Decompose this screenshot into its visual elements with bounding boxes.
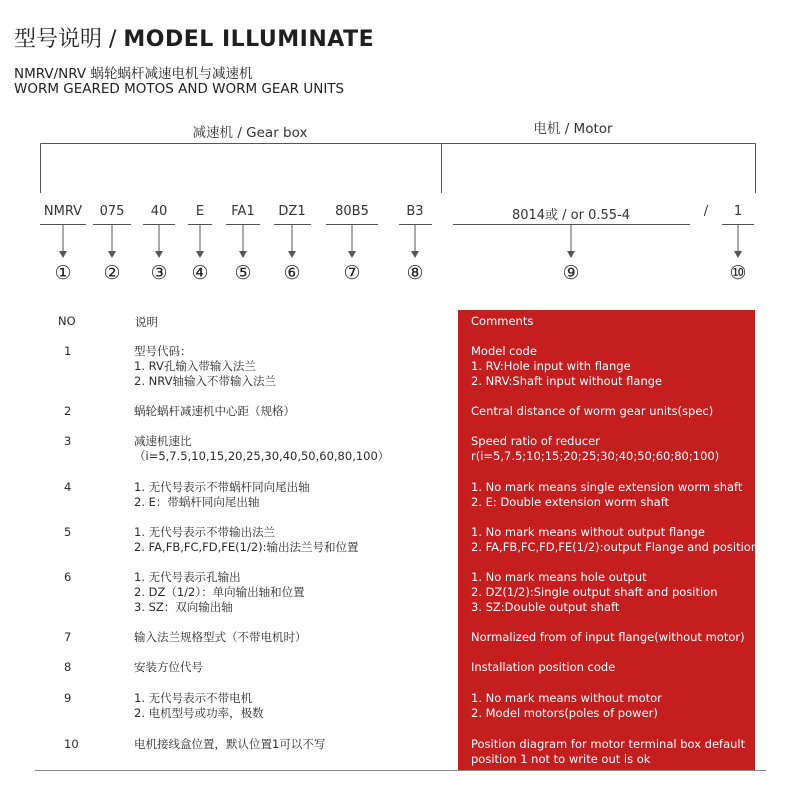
description-line: 减速机速比	[134, 434, 192, 448]
comment-line: 1. No mark means hole output	[471, 570, 647, 584]
comment-line: 1. No mark means without output flange	[471, 525, 705, 539]
marker-8: ⑧	[406, 262, 424, 284]
row-comment-en	[471, 404, 713, 419]
description-line: 2. DZ（1/2）：单向输出轴和位置	[134, 585, 305, 599]
marker-6: ⑥	[283, 262, 301, 284]
code-output: DZ1	[278, 204, 306, 219]
row-comment-en	[471, 660, 615, 675]
row-number: 8	[64, 660, 72, 674]
marker-2: ②	[103, 262, 121, 284]
row-description-cn	[134, 660, 203, 675]
comment-line: 3. SZ:Double output shaft	[471, 600, 620, 614]
description-line: 3. SZ：双向输出轴	[134, 600, 233, 614]
comment-line: Normalized from of input flange(without motor)	[471, 630, 745, 644]
description-line: 1. RV孔输入带输入法兰	[134, 359, 256, 373]
description-line: 安装方位代号	[134, 660, 203, 674]
header-no: NO	[58, 314, 76, 328]
row-number: 1	[64, 344, 72, 358]
row-comment-en	[471, 344, 662, 389]
row-number: 7	[64, 630, 72, 644]
row-comment-en	[471, 525, 758, 555]
title-cn: 型号说明 /	[14, 27, 117, 52]
description-line: 2. FA,FB,FC,FD,FE(1/2):输出法兰号和位置	[134, 540, 359, 554]
row-description-cn	[134, 434, 389, 464]
row-description-cn	[134, 737, 325, 752]
description-line: 1. 无代号表示不带电机	[134, 691, 253, 705]
comment-line: position 1 not to write out is ok	[471, 752, 651, 766]
row-number: 4	[64, 480, 72, 494]
row-number: 6	[64, 570, 72, 584]
subtitle-en: WORM GEARED MOTOS AND WORM GEAR UNITS	[14, 81, 345, 97]
description-line: 输入法兰规格型式（不带电机时）	[134, 630, 307, 644]
row-number: 3	[64, 434, 72, 448]
marker-4: ④	[191, 262, 209, 284]
marker-5: ⑤	[234, 262, 252, 284]
row-number: 2	[64, 404, 72, 418]
row-description-cn	[134, 630, 307, 645]
header-comments: Comments	[471, 314, 534, 328]
row-description-cn	[134, 570, 305, 615]
subtitle-cn: NMRV/NRV 蜗轮蜗杆减速电机与减速机	[14, 66, 253, 82]
description-line: 电机接线盒位置，默认位置1可以不写	[134, 737, 326, 751]
code-input-flange: 80B5	[335, 204, 369, 219]
code-flange: FA1	[231, 204, 255, 219]
comment-line: Model code	[471, 344, 537, 358]
code-size: 075	[99, 204, 125, 219]
description-line: 2. E：带蜗杆同向尾出轴	[134, 495, 260, 509]
description-line: 2. 电机型号或功率，极数	[134, 706, 264, 720]
title-en: MODEL ILLUMINATE	[123, 27, 375, 52]
section-gearbox-label: 减速机 / Gear box	[192, 125, 308, 141]
marker-10: ⑩	[729, 262, 747, 284]
description-line: 1. 无代号表示不带蜗杆同向尾出轴	[134, 480, 310, 494]
comment-line: Position diagram for motor terminal box default	[471, 737, 746, 751]
comment-line: 1. No mark means without motor	[471, 691, 662, 705]
description-line: 1. 无代号表示不带输出法兰	[134, 525, 276, 539]
comment-line: 2. E: Double extension worm shaft	[471, 495, 670, 509]
row-description-cn	[134, 691, 264, 721]
comment-line: 2. FA,FB,FC,FD,FE(1/2):output Flange and position	[471, 540, 759, 554]
marker-3: ③	[150, 262, 168, 284]
code-model: NMRV	[43, 204, 83, 219]
comment-line: 2. DZ(1/2):Single output shaft and position	[471, 585, 718, 599]
code-ratio: 40	[150, 204, 168, 219]
row-comment-en	[471, 570, 718, 615]
comment-line: 2. NRV:Shaft input without flange	[471, 374, 663, 388]
code-terminal: 1	[733, 204, 743, 219]
row-description-cn	[134, 480, 310, 510]
row-comment-en	[471, 434, 719, 464]
comment-line: Central distance of worm gear units(spec)	[471, 404, 714, 418]
row-comment-en	[471, 737, 745, 767]
row-description-cn	[134, 344, 276, 389]
row-description-cn	[134, 525, 359, 555]
code-motor: 8014或 / or 0.55-4	[511, 208, 631, 223]
section-motor-label: 电机 / Motor	[533, 121, 613, 137]
row-comment-en	[471, 480, 742, 510]
marker-1: ①	[54, 262, 72, 284]
comment-line: 2. Model motors(poles of power)	[471, 706, 658, 720]
comment-line: Installation position code	[471, 660, 616, 674]
description-line: 2. NRV轴输入不带输入法兰	[134, 374, 276, 388]
row-number: 10	[64, 737, 79, 751]
code-extension: E	[195, 204, 205, 219]
comment-line: Speed ratio of reducer	[471, 434, 600, 448]
code-slash: /	[703, 204, 709, 219]
description-line: （i=5,7.5,10,15,20,25,30,40,50,60,80,100）	[134, 449, 390, 463]
comment-line: 1. RV:Hole input with flange	[471, 359, 631, 373]
description-line: 蜗轮蜗杆减速机中心距（规格）	[134, 404, 295, 418]
marker-9: ⑨	[562, 262, 580, 284]
arrow-heads	[59, 251, 742, 258]
row-number: 9	[64, 691, 72, 705]
header-description: 说明	[135, 315, 158, 329]
table-bottom-rule	[35, 770, 766, 771]
row-number: 5	[64, 525, 72, 539]
code-position: B3	[406, 204, 424, 219]
comment-line: 1. No mark means single extension worm shaft	[471, 480, 743, 494]
comment-line: r(i=5,7.5;10;15;20;25;30;40;50;60;80;100)	[471, 449, 720, 463]
row-comment-en	[471, 630, 745, 645]
description-line: 1. 无代号表示孔输出	[134, 570, 241, 584]
marker-7: ⑦	[343, 262, 361, 284]
description-line: 型号代码：	[134, 344, 192, 358]
row-comment-en	[471, 691, 662, 721]
row-description-cn	[134, 404, 295, 419]
